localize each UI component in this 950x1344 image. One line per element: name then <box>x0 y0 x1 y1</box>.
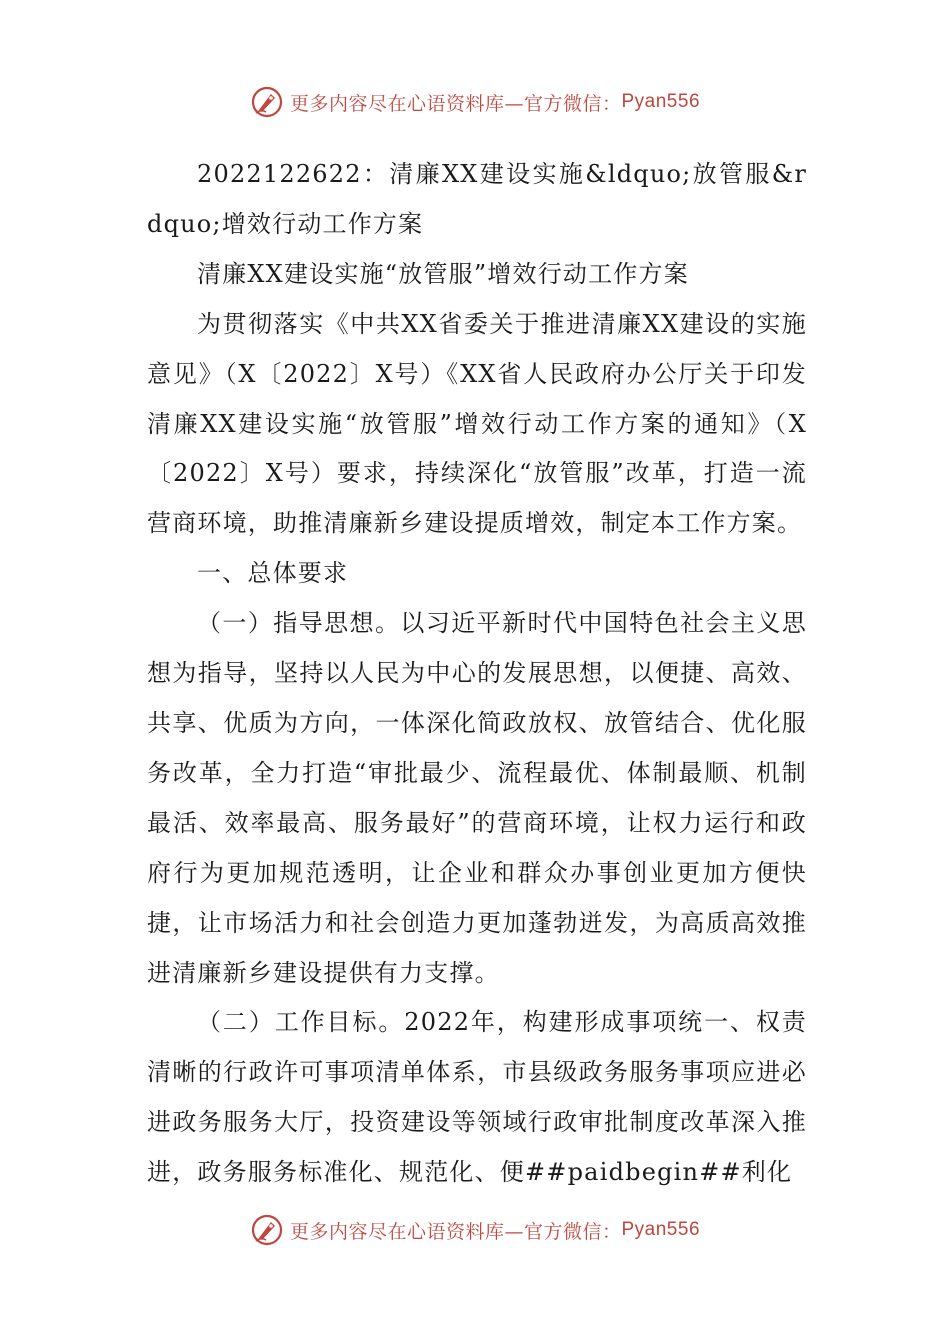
doc-heading: 2022122622：清廉XX建设实施&ldquo;放管服&rdquo;增效行动工作方案 <box>147 160 807 238</box>
watermark-header <box>0 82 950 122</box>
watermark-footer <box>0 1210 950 1250</box>
doc-paragraph-work-goals: （二）工作目标。2022年，构建形成事项统一、权责清晰的行政许可事项清单体系，市县级政务服务事项应进必进政务服务大厅，投资建设等领域行政审批制度改革深入推进，政务服务标准化、规范化、便##paidbegin##利化 <box>147 1008 807 1187</box>
pen-nib-logo-icon <box>250 1213 284 1247</box>
pen-nib-logo-icon <box>250 85 284 119</box>
watermark-text: 更多内容尽在心语资料库—官方微信： <box>289 92 622 115</box>
watermark-text: 更多内容尽在心语资料库—官方微信： <box>289 1220 622 1243</box>
doc-title: 清廉XX建设实施“放管服”增效行动工作方案 <box>197 259 689 288</box>
section-heading-general-requirements: 一、总体要求 <box>197 559 349 588</box>
watermark-wechat-id: Pyan556 <box>621 91 701 112</box>
watermark-wechat-id: Pyan556 <box>621 1219 701 1240</box>
doc-paragraph-intro: 为贯彻落实《中共XX省委关于推进清廉XX建设的实施意见》（X〔2022〕X号）《XX省人民政府办公厅关于印发清廉XX建设实施“放管服”增效行动工作方案的通知》（X〔2022〕X号）要求，持续深化“放管服”改革，打造一流营商环境，助推清廉新乡建设提质增效，制定本工作方案。 <box>147 309 807 538</box>
doc-paragraph-guiding-ideology: （一）指导思想。以习近平新时代中国特色社会主义思想为指导，坚持以人民为中心的发展思想，以便捷、高效、共享、优质为方向，一体深化简政放权、放管结合、优化服务改革，全力打造“审批最少、流程最优、体制最顺、机制最活、效率最高、服务最好”的营商环境，让权力运行和政府行为更加规范透明，让企业和群众办事创业更加方便快捷，让市场活力和社会创造力更加蓬勃迸发，为高质高效推进清廉新乡建设提供有力支撑。 <box>147 609 807 987</box>
document-body <box>147 150 807 1198</box>
